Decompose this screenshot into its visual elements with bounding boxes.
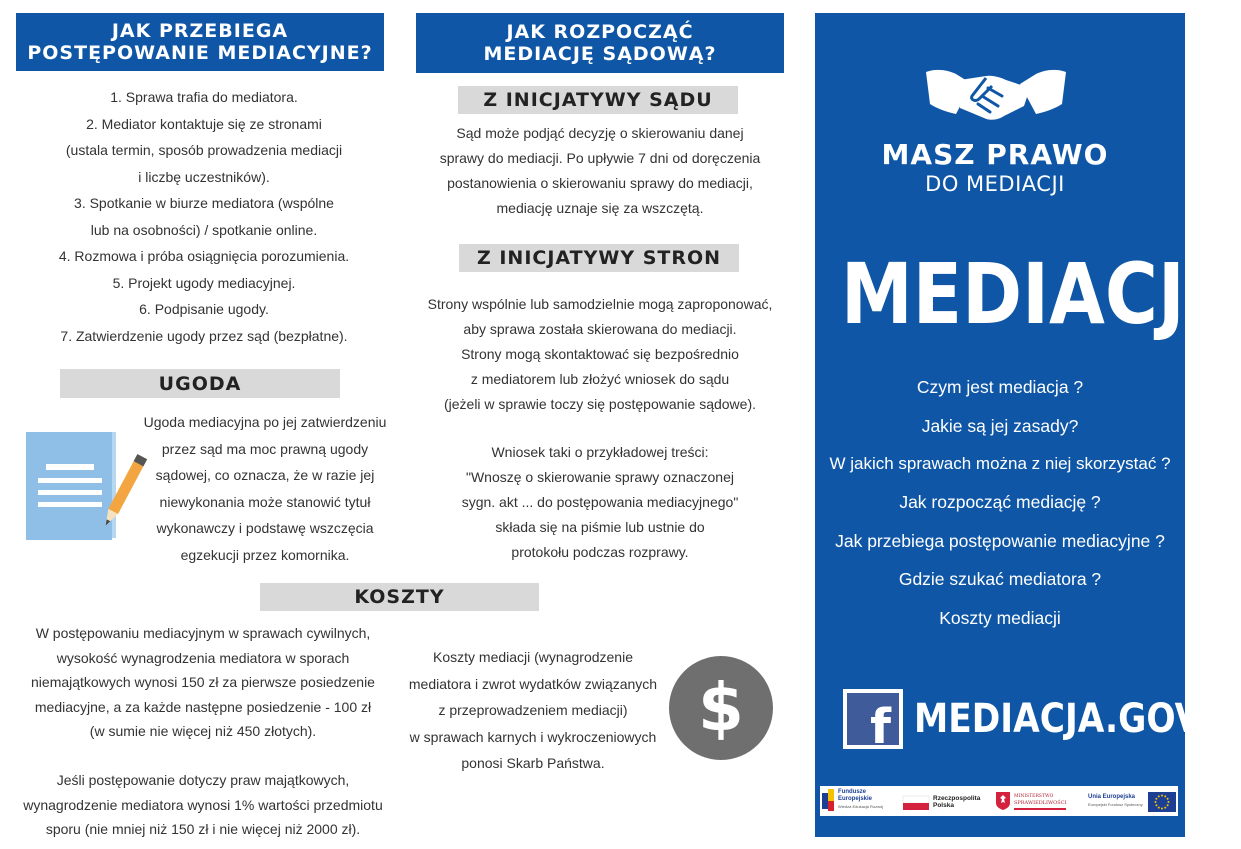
- fe-flag-icon: [822, 789, 836, 813]
- rp-line1: Rzeczpospolita: [933, 795, 981, 802]
- strony-line: aby sprawa została skierowana do mediacji.: [463, 321, 737, 337]
- koszty-right-line: z przeprowadzeniem mediacji): [438, 702, 628, 718]
- step-line: i liczbę uczestników).: [138, 168, 270, 185]
- ms-line2: SPRAWIEDLIWOŚCI: [1014, 800, 1067, 806]
- sad-heading: Z INICJATYWY SĄDU: [458, 86, 738, 114]
- strony-text: [400, 292, 800, 417]
- ue-logo: [1088, 790, 1176, 814]
- ugoda-line: Ugoda mediacyjna po jej zatwierdzeniu: [143, 414, 387, 430]
- koszty-line: wysokość wynagrodzenia mediatora w sporach: [56, 649, 350, 666]
- koszty-line: [8, 744, 398, 769]
- ugoda-text: [130, 409, 400, 568]
- step-line: 6. Podpisanie ugody.: [139, 301, 269, 317]
- question-item: Jakie są jej zasady?: [921, 416, 1079, 436]
- koszty-right-line: w sprawach karnych i wykroczeniowych: [409, 728, 657, 745]
- eagle-emblem-icon: [996, 792, 1010, 810]
- eu-flag-icon: [1148, 792, 1176, 812]
- rp-logo: [903, 792, 979, 812]
- koszty-line: (w sumie nie więcej niż 450 złotych).: [89, 723, 317, 739]
- sad-line: mediację uznaje się za wszczętą.: [496, 200, 704, 216]
- ms-logo: [996, 790, 1076, 814]
- facebook-letter: f: [870, 699, 891, 755]
- wniosek-line: składa się na piśmie lub ustnie do: [495, 519, 705, 535]
- koszty-line: mediacyjne, a za każde następne posiedzenie - 100 zł: [34, 698, 372, 715]
- step-line: (ustala termin, sposób prowadzenia mediacji: [65, 142, 343, 158]
- koszty-left-text: [8, 621, 398, 842]
- ms-underline: [1014, 808, 1066, 810]
- ue-line1: Unia Europejska: [1088, 794, 1136, 800]
- step-line: 4. Rozmowa i próba osiągnięcia porozumienia.: [58, 248, 350, 264]
- ugoda-heading: UGODA: [60, 369, 340, 398]
- wniosek-text: [400, 440, 800, 565]
- fe-line2: Europejskie: [838, 796, 873, 802]
- koszty-line: W postępowaniu mediacyjnym w sprawach cywilnych,: [35, 625, 371, 641]
- koszty-heading: KOSZTY: [260, 583, 539, 611]
- step-line: 3. Spotkanie w biurze mediatora (wspólne: [74, 195, 334, 211]
- question-item: W jakich sprawach można z niej skorzystać ?: [829, 454, 1171, 473]
- facebook-icon[interactable]: [843, 689, 903, 755]
- fe-line1: Fundusze: [838, 789, 866, 795]
- step-line: 1. Sprawa trafia do mediatora.: [110, 89, 298, 105]
- sad-text: [410, 121, 790, 221]
- sad-line: Sąd może podjąć decyzję o skierowaniu danej: [456, 125, 744, 141]
- koszty-line: wynagrodzenie mediatora wynosi 1% wartości przedmiotu: [23, 796, 383, 813]
- wniosek-line: sygn. akt ... do postępowania mediacyjnego": [461, 494, 739, 510]
- wniosek-line: "Wnoszę o skierowanie sprawy oznaczonej: [466, 469, 734, 485]
- sad-line: sprawy do mediacji. Po upływie 7 dni od doręczenia: [439, 150, 761, 166]
- ugoda-line: egzekucji przez komornika.: [180, 546, 350, 563]
- col1-header: [16, 13, 384, 71]
- question-item: Jak rozpocząć mediację ?: [899, 492, 1101, 512]
- fe-logo: [822, 789, 892, 813]
- koszty-right-line: ponosi Skarb Państwa.: [461, 755, 605, 771]
- rp-line2: Polska: [933, 802, 954, 809]
- sad-line: postanowienia o skierowaniu sprawy do mediacji,: [447, 175, 753, 191]
- big-title: MEDIACJA: [840, 245, 1241, 343]
- strony-heading: Z INICJATYWY STRON: [459, 244, 739, 272]
- logo-line1: MASZ PRAWO: [881, 138, 1109, 171]
- koszty-line: niemajątkowych wynosi 150 zł za pierwsze posiedzenie: [31, 674, 375, 690]
- ms-line1: MINISTERSTWO: [1014, 794, 1054, 799]
- col2-header-line2: MEDIACJĘ SĄDOWĄ?: [483, 43, 717, 65]
- ugoda-line: przez sąd ma moc prawną ugody: [161, 440, 369, 457]
- col2-header-line1: JAK ROZPOCZĄĆ: [506, 21, 694, 43]
- wniosek-line: protokołu podczas rozprawy.: [511, 544, 689, 560]
- question-item: Czym jest mediacja ?: [916, 377, 1084, 397]
- dollar-symbol: $: [698, 669, 744, 746]
- mediation-steps: [14, 84, 394, 349]
- strony-line: Strony wspólnie lub samodzielnie mogą zaproponować,: [427, 296, 773, 312]
- koszty-right-line: mediatora i zwrot wydatków związanych: [408, 675, 658, 692]
- handshake-icon: [926, 66, 1066, 130]
- ugoda-line: niewykonania może stanowić tytuł: [159, 493, 371, 510]
- col2-header: [416, 13, 784, 73]
- question-item: Jak przebiega postępowanie mediacyjne ?: [835, 531, 1165, 551]
- step-line: 5. Projekt ugody mediacyjnej.: [112, 274, 296, 291]
- koszty-right-text: [403, 644, 663, 777]
- fe-line3: Wiedza Edukacja Rozwój: [838, 804, 884, 809]
- strony-line: z mediatorem lub złożyć wniosek do sądu: [470, 371, 730, 387]
- logo-line2: DO MEDIACJI: [925, 172, 1065, 196]
- polish-flag-icon: [903, 796, 929, 810]
- strony-line: (jeżeli w sprawie toczy się postępowanie sądowe).: [443, 396, 757, 412]
- dollar-coin-icon: [669, 656, 773, 760]
- koszty-line: sporu (nie mniej niż 150 zł i nie więcej niż 2000 zł).: [45, 821, 361, 837]
- wniosek-line: Wniosek taki o przykładowej treści:: [491, 444, 709, 460]
- col1-header-line2: POSTĘPOWANIE MEDIACYJNE?: [27, 42, 373, 64]
- koszty-line: Jeśli postępowanie dotyczy praw majątkowych,: [56, 772, 350, 788]
- ugoda-line: sądowej, co oznacza, że w razie jej: [155, 467, 375, 483]
- document-pen-icon: [24, 430, 136, 542]
- col1-header-line1: JAK PRZEBIEGA: [111, 20, 289, 42]
- step-line: 2. Mediator kontaktuje się ze stronami: [86, 115, 322, 132]
- ugoda-line: wykonawczy i podstawę wszczęcia: [156, 520, 374, 536]
- step-line: 7. Zatwierdzenie ugody przez sąd (bezpłatne).: [60, 327, 348, 344]
- strony-line: Strony mogą skontaktować się bezpośrednio: [461, 346, 739, 362]
- question-item: Gdzie szukać mediatora ?: [898, 569, 1102, 589]
- koszty-right-line: Koszty mediacji (wynagrodzenie: [433, 649, 633, 665]
- ue-line2: Europejski Fundusz Społeczny: [1088, 802, 1143, 807]
- question-item: Koszty mediacji: [939, 608, 1061, 628]
- step-line: lub na osobności) / spotkanie online.: [90, 221, 318, 238]
- site-link[interactable]: MEDIACJA.GOV: [914, 696, 1202, 742]
